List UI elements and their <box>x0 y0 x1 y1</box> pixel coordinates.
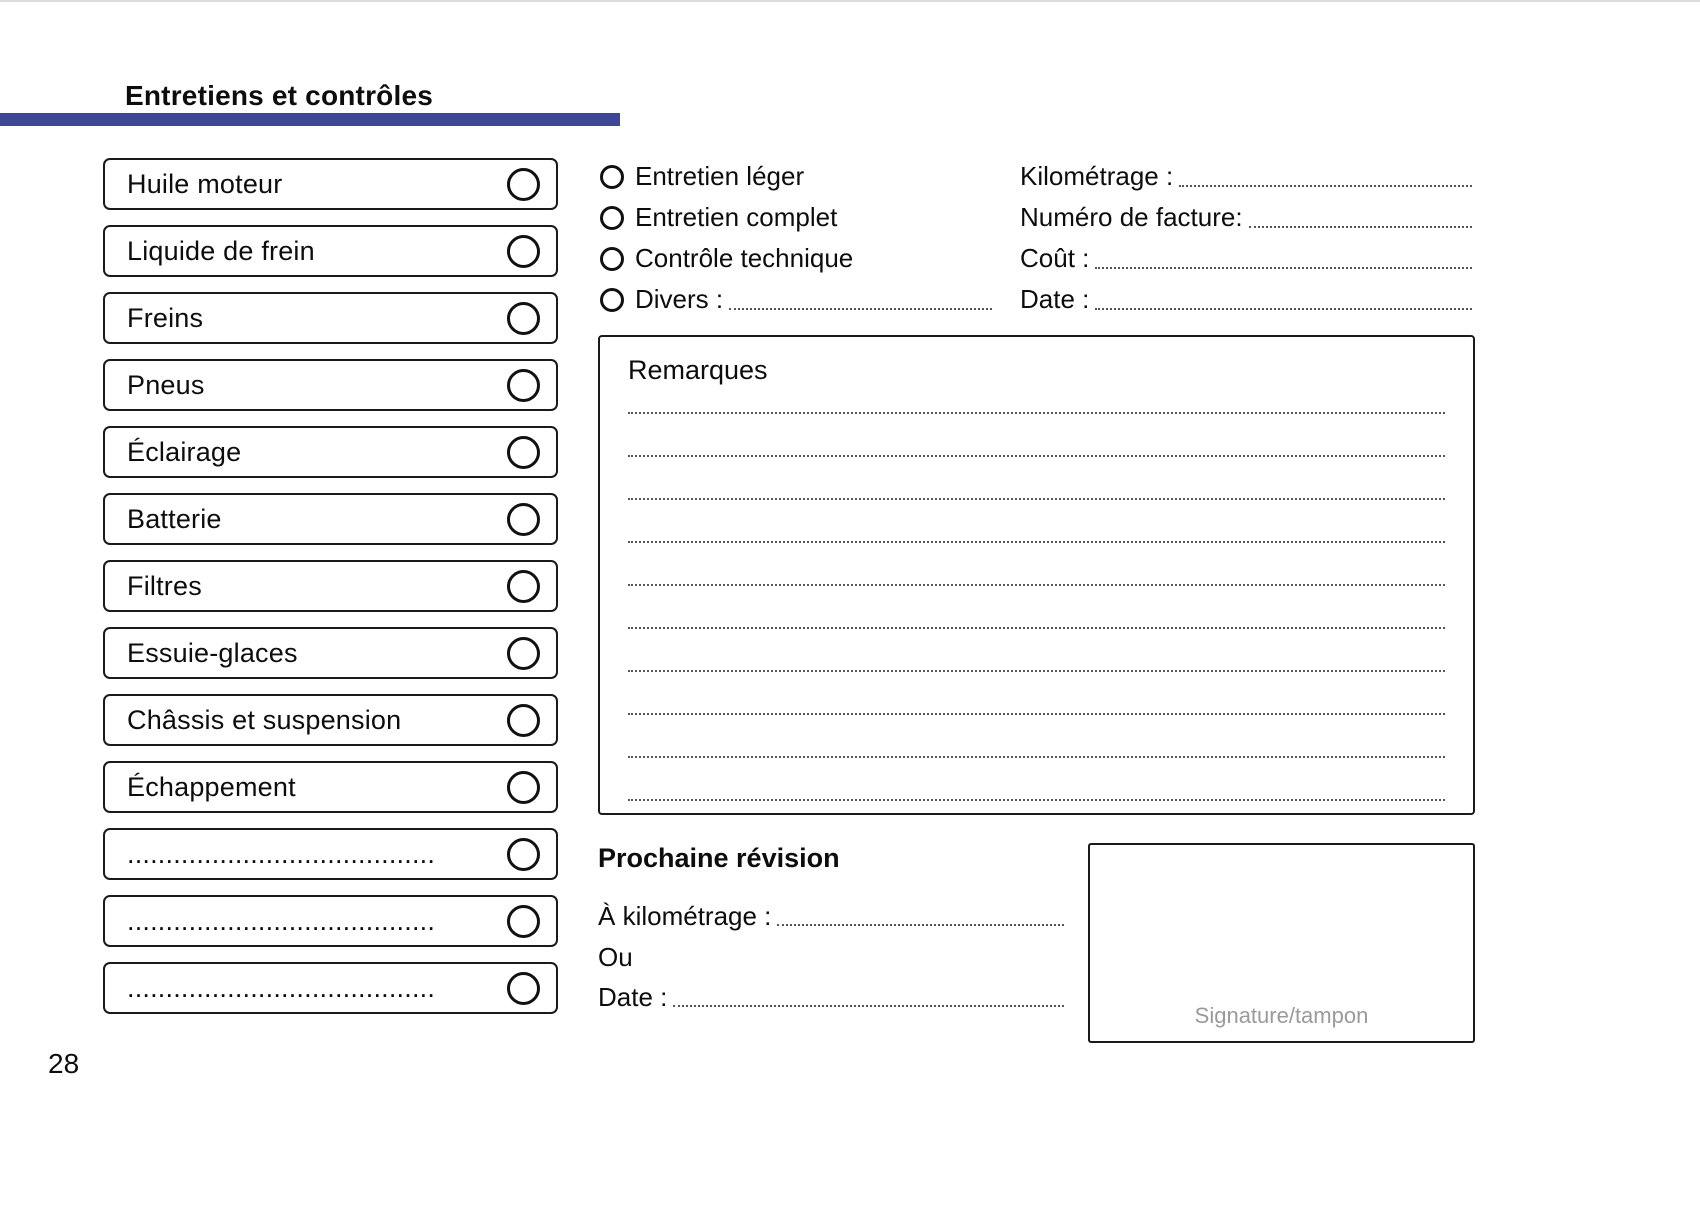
checkbox-circle-icon[interactable] <box>507 637 540 670</box>
service-type-label: Entretien léger <box>635 161 805 191</box>
checklist-row-blank-1 <box>103 828 558 880</box>
service-type-other <box>600 279 992 320</box>
next-mileage-label: À kilométrage : <box>598 900 772 931</box>
radio-circle-icon[interactable] <box>600 247 624 271</box>
invoice-number-fill-in-line <box>1249 224 1472 228</box>
other-fill-in-line <box>729 306 992 310</box>
checklist-row-oil <box>103 158 558 210</box>
checkbox-circle-icon[interactable] <box>507 369 540 402</box>
page-top-edge <box>0 0 1700 2</box>
remarks-dotted-line <box>628 672 1445 715</box>
remarks-dotted-line <box>628 586 1445 629</box>
remarks-box <box>598 335 1475 815</box>
service-type-list <box>600 156 992 320</box>
checkbox-circle-icon[interactable] <box>507 838 540 871</box>
service-type-label: Contrôle technique <box>635 243 854 273</box>
checkbox-circle-icon[interactable] <box>507 436 540 469</box>
radio-circle-icon[interactable] <box>600 165 624 189</box>
field-label: Date : <box>1020 284 1090 314</box>
remarks-dotted-line <box>628 414 1445 457</box>
checklist-label: Liquide de frein <box>127 235 315 266</box>
cost-fill-in-line <box>1095 265 1472 269</box>
checklist-row-blank-3 <box>103 962 558 1014</box>
remarks-dotted-line <box>628 543 1445 586</box>
signature-box <box>1088 843 1475 1043</box>
page-number: 28 <box>48 1048 80 1079</box>
page-title: Entretiens et contrôles <box>125 80 434 111</box>
checklist-label: Filtres <box>127 570 202 601</box>
field-label: Numéro de facture: <box>1020 202 1243 232</box>
checklist-label: Châssis et suspension <box>127 704 402 735</box>
next-service-mileage <box>598 896 1064 936</box>
checklist-label: Freins <box>127 302 204 333</box>
field-label: Kilométrage : <box>1020 161 1174 191</box>
remarks-dotted-line <box>628 457 1445 500</box>
mileage-fill-in-line <box>1179 183 1472 187</box>
invoice-fields <box>1020 156 1472 320</box>
field-invoice-number <box>1020 197 1472 238</box>
radio-circle-icon[interactable] <box>600 206 624 230</box>
checklist-label: Essuie-glaces <box>127 637 298 668</box>
remarks-dotted-line <box>628 758 1445 801</box>
checkbox-circle-icon[interactable] <box>507 771 540 804</box>
checklist-row-lighting <box>103 426 558 478</box>
checklist <box>103 158 558 1029</box>
checkbox-circle-icon[interactable] <box>507 570 540 603</box>
next-mileage-fill-in-line <box>777 922 1064 926</box>
service-type-inspection <box>600 238 992 279</box>
next-service-or: Ou <box>598 941 633 972</box>
checklist-blank-label: ........................................ <box>127 905 436 936</box>
radio-circle-icon[interactable] <box>600 288 624 312</box>
checkbox-circle-icon[interactable] <box>507 704 540 737</box>
date-fill-in-line <box>1095 306 1472 310</box>
checklist-row-chassis <box>103 694 558 746</box>
checklist-label: Échappement <box>127 771 296 802</box>
remarks-lines <box>628 371 1445 801</box>
checklist-row-exhaust <box>103 761 558 813</box>
checklist-row-battery <box>103 493 558 545</box>
checklist-blank-label: ........................................ <box>127 838 436 869</box>
remarks-dotted-line <box>628 715 1445 758</box>
remarks-dotted-line <box>628 629 1445 672</box>
field-mileage <box>1020 156 1472 197</box>
checklist-row-filters <box>103 560 558 612</box>
checklist-row-brakes <box>103 292 558 344</box>
next-date-label: Date : <box>598 981 668 1012</box>
service-type-full <box>600 197 992 238</box>
next-date-fill-in-line <box>673 1003 1064 1007</box>
checkbox-circle-icon[interactable] <box>507 503 540 536</box>
next-service-section <box>598 843 1064 1018</box>
checklist-label: Éclairage <box>127 436 242 467</box>
field-cost <box>1020 238 1472 279</box>
remarks-dotted-line <box>628 371 1445 414</box>
next-service-date <box>598 977 1064 1017</box>
checklist-blank-label: ........................................ <box>127 972 436 1003</box>
checklist-row-wipers <box>103 627 558 679</box>
checklist-row-brake-fluid <box>103 225 558 277</box>
title-underline <box>0 113 620 126</box>
field-label: Coût : <box>1020 243 1090 273</box>
checkbox-circle-icon[interactable] <box>507 168 540 201</box>
checkbox-circle-icon[interactable] <box>507 235 540 268</box>
checklist-label: Pneus <box>127 369 205 400</box>
service-type-label: Entretien complet <box>635 202 838 232</box>
next-service-heading: Prochaine révision <box>598 843 840 873</box>
checkbox-circle-icon[interactable] <box>507 302 540 335</box>
remarks-dotted-line <box>628 500 1445 543</box>
checkbox-circle-icon[interactable] <box>507 905 540 938</box>
field-date <box>1020 279 1472 320</box>
signature-label: Signature/tampon <box>1194 1003 1369 1028</box>
checklist-row-tires <box>103 359 558 411</box>
service-type-label: Divers : <box>635 284 724 314</box>
checkbox-circle-icon[interactable] <box>507 972 540 1005</box>
checklist-label: Huile moteur <box>127 168 283 199</box>
remarks-title: Remarques <box>628 355 768 385</box>
checklist-row-blank-2 <box>103 895 558 947</box>
checklist-label: Batterie <box>127 503 222 534</box>
service-type-light <box>600 156 992 197</box>
